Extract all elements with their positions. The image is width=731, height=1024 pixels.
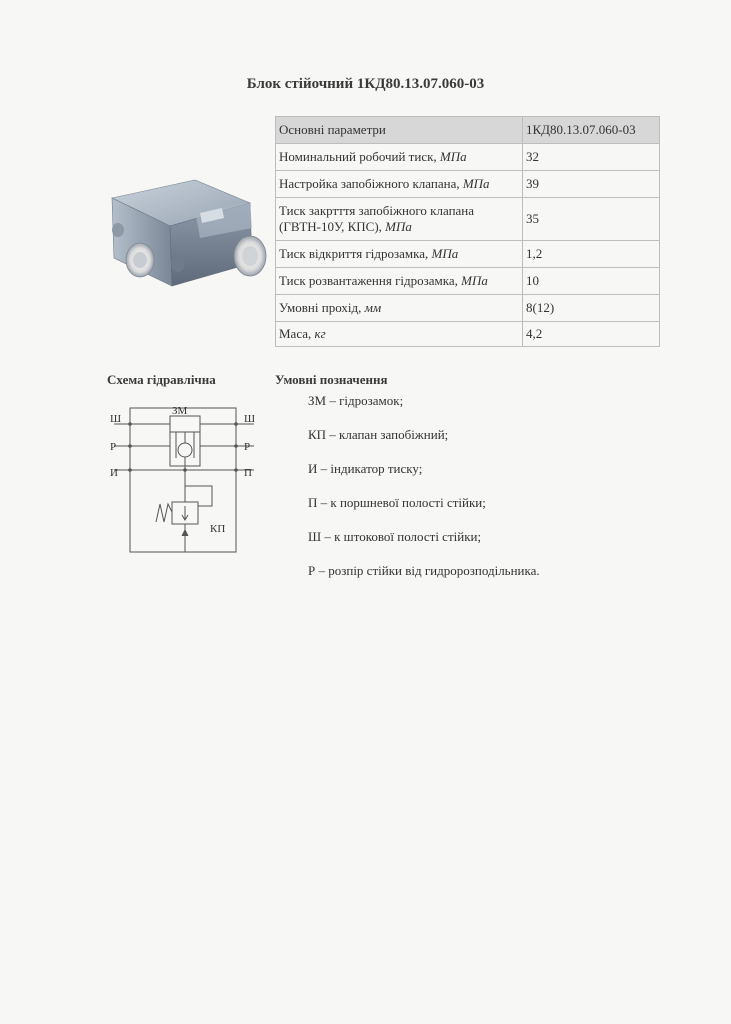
label-sh-left: Ш bbox=[110, 413, 122, 425]
header-cell-parameter: Основні параметри bbox=[276, 117, 523, 144]
table-header-row bbox=[276, 117, 660, 144]
param-value-cell: 8(12) bbox=[523, 295, 660, 322]
param-name-cell: Маса, кг bbox=[276, 322, 523, 347]
header-cell-model: 1КД80.13.07.060-03 bbox=[523, 117, 660, 144]
parameters-table bbox=[275, 116, 660, 347]
param-name-cell: Тиск відкриття гідрозамка, МПа bbox=[276, 241, 523, 268]
param-unit: МПа bbox=[385, 219, 412, 234]
param-unit: МПа bbox=[461, 273, 488, 288]
param-unit: МПа bbox=[439, 149, 467, 164]
param-value-cell: 32 bbox=[523, 144, 660, 171]
param-name-cell: Умовні прохід, мм bbox=[276, 295, 523, 322]
scheme-heading: Схема гідравлічна bbox=[107, 372, 216, 387]
valve-block-photo-icon bbox=[100, 168, 275, 303]
param-unit: кг bbox=[314, 326, 326, 341]
list-item: Ш – к штокової полості стійки; bbox=[308, 529, 482, 544]
label-sh-right: Ш bbox=[244, 413, 256, 425]
param-unit: МПа bbox=[462, 176, 490, 191]
label-i: И bbox=[110, 467, 118, 479]
param-value-cell: 10 bbox=[523, 268, 660, 295]
param-value-cell: 39 bbox=[523, 171, 660, 198]
table-row bbox=[276, 322, 660, 347]
param-name-cell: Тиск закртття запобіжного клапана (ГВТН-10У, КПС), МПа bbox=[276, 198, 523, 241]
param-value-cell: 4,2 bbox=[523, 322, 660, 347]
list-item: ЗМ – гідрозамок; bbox=[308, 393, 404, 408]
list-item: И – індикатор тиску; bbox=[308, 461, 423, 476]
table-row bbox=[276, 171, 660, 198]
param-unit: мм bbox=[364, 300, 382, 315]
legend-heading: Умовні позначення bbox=[275, 372, 388, 387]
table-row bbox=[276, 144, 660, 171]
label-kp: КП bbox=[210, 523, 226, 535]
list-item: КП – клапан запобіжний; bbox=[308, 427, 449, 442]
hydraulic-scheme-diagram bbox=[104, 402, 264, 557]
label-pi: П bbox=[244, 467, 252, 479]
param-value-cell: 35 bbox=[523, 198, 660, 241]
param-unit: МПа bbox=[431, 246, 459, 261]
label-zm: ЗМ bbox=[172, 405, 188, 417]
list-item: П – к поршневої полості стійки; bbox=[308, 495, 486, 510]
param-value-cell: 1,2 bbox=[523, 241, 660, 268]
page-title: Блок стійочний 1КД80.13.07.060-03 bbox=[246, 76, 485, 92]
table-row bbox=[276, 268, 660, 295]
table-row bbox=[276, 295, 660, 322]
param-name-cell: Тиск розвантаження гідрозамка, МПа bbox=[276, 268, 523, 295]
list-item: Р – розпір стійки від гидророзподільника. bbox=[308, 563, 540, 578]
label-p-left: Р bbox=[110, 441, 117, 453]
label-p-right: Р bbox=[244, 441, 251, 453]
legend-list bbox=[308, 393, 540, 597]
param-name-cell: Номинальний робочий тиск, МПа bbox=[276, 144, 523, 171]
param-name-cell: Настройка запобіжного клапана, МПа bbox=[276, 171, 523, 198]
table-row bbox=[276, 241, 660, 268]
table-row bbox=[276, 198, 660, 241]
